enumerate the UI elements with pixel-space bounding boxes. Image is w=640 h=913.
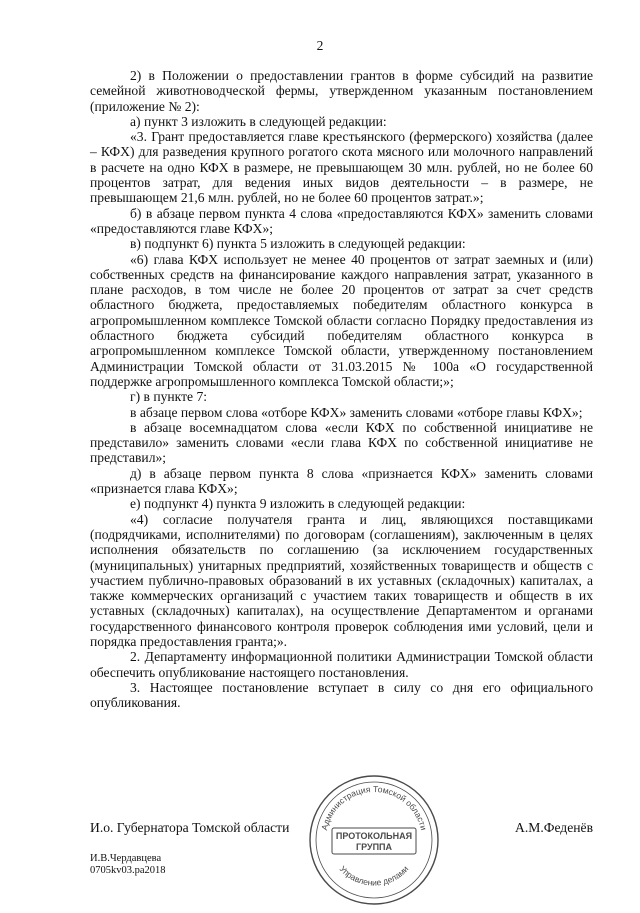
paragraph: в абзаце восемнадцатом слова «если КФХ по собственной инициативе не представило» заменить словами «если глава КФХ по собственной инициативе не представил»;: [90, 419, 593, 466]
stamp-center-line2: ГРУППА: [355, 842, 393, 852]
paragraph: в абзаце первом слова «отборе КФХ» заменить словами «отборе главы КФХ»;: [130, 404, 583, 420]
paragraph: г) в пункте 7:: [130, 389, 208, 405]
paragraph: 3. Настоящее постановление вступает в силу со дня его официального опубликования.: [90, 679, 593, 711]
file-code: 0705kv03.pa2018: [90, 865, 166, 876]
stamp-center-line1: ПРОТОКОЛЬНАЯ: [335, 831, 413, 841]
paragraph: в) подпункт 6) пункта 5 изложить в следующей редакции:: [130, 236, 466, 252]
paragraph: 2. Департаменту информационной политики Администрации Томской области обеспечить опубликование настоящего постановления.: [90, 649, 593, 680]
signatory-name: А.М.Феденёв: [515, 820, 593, 835]
signatory-title: И.о. Губернатора Томской области: [90, 820, 290, 835]
paragraph: б) в абзаце первом пункта 4 слова «предоставляются КФХ» заменить словами «предоставляются главе КФХ»;: [90, 205, 593, 236]
paragraph: д) в абзаце первом пункта 8 слова «признается КФХ» заменить словами «признается глава КФХ»;: [90, 465, 593, 497]
paragraph: «4) согласие получателя гранта и лиц, являющихся поставщиками (подрядчиками, исполнителями) по договорам (соглашениям), заключенным в целях исполнения обязательств по соглашению (за исключением государственных (муниципальных) унитарных предприятий, хозяйственных товариществ и обществ с участием публично-правовых образований в их уставных (складочных) капиталах, а также коммерческих организаций с участием таких товариществ и обществ в их уставных (складочных) капиталах), на осуществление Департаментом и органами государственного финансового контроля проверок соблюдения ими условий, цели и порядка предоставления гранта;».: [90, 511, 593, 649]
document-body: [90, 68, 593, 710]
document-footer: [90, 853, 166, 877]
stamp-arc-bottom: Управление делами: [337, 863, 411, 888]
paragraph: а) пункт 3 изложить в следующей редакции:: [130, 113, 387, 129]
stamp-arc-top: Администрация Томской области: [319, 783, 429, 832]
stamp-graphic: [304, 768, 444, 908]
paragraph: «3. Грант предоставляется главе крестьянского (фермерского) хозяйства (далее – КФХ) для разведения крупного рогатого скота мясного или молочного направлений в расчете на одно КФХ в размере, не превышающем 30 млн. рублей, но не более 60 процентов затрат, для ведения иных видов деятельности – в размере, не превышающем 21,6 млн. рублей, но не более 60 процентов затрат.»;: [90, 129, 593, 206]
protocol-stamp: [304, 768, 444, 908]
paragraph: 2) в Положении о предоставлении грантов в форме субсидий на развитие семейной животноводческой фермы, утвержденном указанным постановлением (приложение № 2):: [90, 68, 593, 114]
author-name: И.В.Чердавцева: [90, 853, 162, 864]
page-number: 2: [316, 38, 324, 53]
paragraph: е) подпункт 4) пункта 9 изложить в следующей редакции:: [130, 496, 466, 512]
paragraph: «6) глава КФХ использует не менее 40 процентов от затрат заемных и (или) собственных средств на финансирование каждого направления затрат, указанного в плане расходов, в том числе не более 20 процентов от затрат за счет средств областного бюджета, предоставляемых победителям областного конкурса в агропромышленном комплексе Томской области согласно Порядку предоставления из областного бюджета субсидий победителям областного конкурса в агропромышленном комплексе Томской области, утвержденному постановлением Администрации Томской области от 31.03.2015 № 100а «О государственной поддержке агропромышленного комплекса Томской области;»;: [90, 251, 593, 389]
